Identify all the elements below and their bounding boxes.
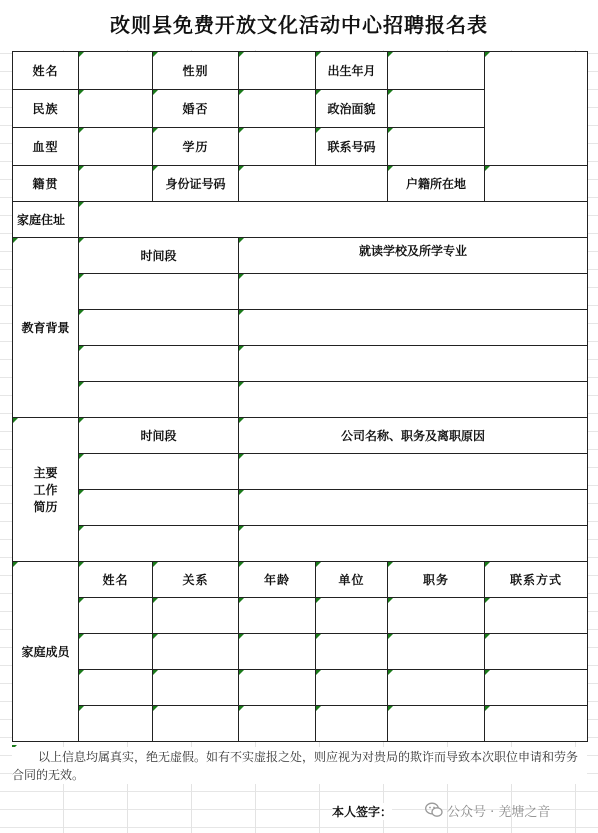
native-place-label: 籍贯 xyxy=(13,166,79,202)
family-name-cell[interactable] xyxy=(79,634,153,670)
family-age-cell[interactable] xyxy=(239,598,316,634)
work-section-label xyxy=(13,418,79,562)
form-row-address xyxy=(13,202,588,238)
family-position-cell[interactable] xyxy=(388,670,485,706)
work-row xyxy=(13,526,588,562)
family-name-cell[interactable] xyxy=(79,670,153,706)
family-position-cell[interactable] xyxy=(388,598,485,634)
education-school-cell[interactable] xyxy=(239,310,588,346)
family-age-cell[interactable] xyxy=(239,670,316,706)
family-relation-cell[interactable] xyxy=(153,670,239,706)
education-school-header: 就读学校及所学专业 xyxy=(239,238,588,274)
family-name-cell[interactable] xyxy=(79,598,153,634)
work-company-cell[interactable] xyxy=(239,526,588,562)
wechat-icon xyxy=(425,802,443,818)
family-age-cell[interactable] xyxy=(239,634,316,670)
work-company-header: 公司名称、职务及离职原因 xyxy=(239,418,588,454)
watermark xyxy=(425,799,550,821)
gender-input-cell[interactable] xyxy=(239,52,316,90)
family-name-cell[interactable] xyxy=(79,706,153,742)
household-input-cell[interactable] xyxy=(485,166,588,202)
family-contact-cell[interactable] xyxy=(485,706,588,742)
id-number-label: 身份证号码 xyxy=(153,166,239,202)
family-contact-cell[interactable] xyxy=(485,598,588,634)
family-row xyxy=(13,634,588,670)
family-contact-header: 联系方式 xyxy=(485,562,588,598)
family-row xyxy=(13,706,588,742)
education-period-cell[interactable] xyxy=(79,382,239,418)
family-position-cell[interactable] xyxy=(388,634,485,670)
address-label: 家庭住址 xyxy=(13,202,79,238)
ethnicity-input-cell[interactable] xyxy=(79,90,153,128)
work-label-line: 简历 xyxy=(33,500,58,514)
family-age-header: 年龄 xyxy=(239,562,316,598)
education-period-cell[interactable] xyxy=(79,346,239,382)
work-company-cell[interactable] xyxy=(239,454,588,490)
phone-input-cell[interactable] xyxy=(388,128,485,166)
work-period-cell[interactable] xyxy=(79,454,239,490)
family-relation-cell[interactable] xyxy=(153,634,239,670)
family-employer-cell[interactable] xyxy=(316,598,388,634)
education-school-cell[interactable] xyxy=(239,274,588,310)
family-name-header: 姓名 xyxy=(79,562,153,598)
registration-form-table xyxy=(12,51,588,742)
work-period-header: 时间段 xyxy=(79,418,239,454)
family-position-cell[interactable] xyxy=(388,706,485,742)
family-contact-cell[interactable] xyxy=(485,634,588,670)
education-level-input-cell[interactable] xyxy=(239,128,316,166)
address-input-cell[interactable] xyxy=(79,202,588,238)
marital-label: 婚否 xyxy=(153,90,239,128)
form-row-basic-1 xyxy=(13,52,588,90)
work-period-cell[interactable] xyxy=(79,526,239,562)
photo-cell[interactable] xyxy=(485,52,588,166)
gender-label: 性别 xyxy=(153,52,239,90)
education-header-row xyxy=(13,238,588,274)
blood-input-cell[interactable] xyxy=(79,128,153,166)
work-period-cell[interactable] xyxy=(79,490,239,526)
education-period-cell[interactable] xyxy=(79,274,239,310)
education-row xyxy=(13,310,588,346)
education-section-label: 教育背景 xyxy=(13,238,79,418)
family-contact-cell[interactable] xyxy=(485,670,588,706)
family-row xyxy=(13,670,588,706)
form-row-basic-4 xyxy=(13,166,588,202)
id-number-input-cell[interactable] xyxy=(239,166,388,202)
education-school-cell[interactable] xyxy=(239,382,588,418)
political-input-cell[interactable] xyxy=(388,90,485,128)
blood-label: 血型 xyxy=(13,128,79,166)
family-employer-header: 单位 xyxy=(316,562,388,598)
family-position-header: 职务 xyxy=(388,562,485,598)
education-period-cell[interactable] xyxy=(79,310,239,346)
political-label: 政治面貌 xyxy=(316,90,388,128)
family-row xyxy=(13,598,588,634)
work-label-line: 工作 xyxy=(33,483,58,497)
family-relation-cell[interactable] xyxy=(153,706,239,742)
native-place-input-cell[interactable] xyxy=(79,166,153,202)
family-header-row xyxy=(13,562,588,598)
phone-label: 联系号码 xyxy=(316,128,388,166)
name-label: 姓名 xyxy=(13,52,79,90)
household-label: 户籍所在地 xyxy=(388,166,485,202)
ethnicity-label: 民族 xyxy=(13,90,79,128)
family-relation-header: 关系 xyxy=(153,562,239,598)
education-period-header: 时间段 xyxy=(79,238,239,274)
education-row xyxy=(13,274,588,310)
education-row xyxy=(13,346,588,382)
family-employer-cell[interactable] xyxy=(316,706,388,742)
birth-input-cell[interactable] xyxy=(388,52,485,90)
birth-label: 出生年月 xyxy=(316,52,388,90)
education-row xyxy=(13,382,588,418)
family-employer-cell[interactable] xyxy=(316,634,388,670)
work-label-line: 主要 xyxy=(33,466,58,480)
work-row xyxy=(13,490,588,526)
family-relation-cell[interactable] xyxy=(153,598,239,634)
family-section-label: 家庭成员 xyxy=(13,562,79,742)
work-company-cell[interactable] xyxy=(239,490,588,526)
work-header-row xyxy=(13,418,588,454)
name-input-cell[interactable] xyxy=(79,52,153,90)
work-row xyxy=(13,454,588,490)
education-school-cell[interactable] xyxy=(239,346,588,382)
watermark-text: 公众号 · 羌塘之音 xyxy=(447,804,551,820)
declaration-text: 以上信息均属真实，绝无虚假。如有不实虚报之处，则应视为对贵局的欺诈而导致本次职位申请和劳务合同的无效。 xyxy=(12,747,587,784)
signature-label: 本人签字： xyxy=(332,805,393,819)
marital-input-cell[interactable] xyxy=(239,90,316,128)
form-title: 改则县免费开放文化活动中心招聘报名表 xyxy=(0,0,598,50)
family-age-cell[interactable] xyxy=(239,706,316,742)
education-level-label: 学历 xyxy=(153,128,239,166)
family-employer-cell[interactable] xyxy=(316,670,388,706)
